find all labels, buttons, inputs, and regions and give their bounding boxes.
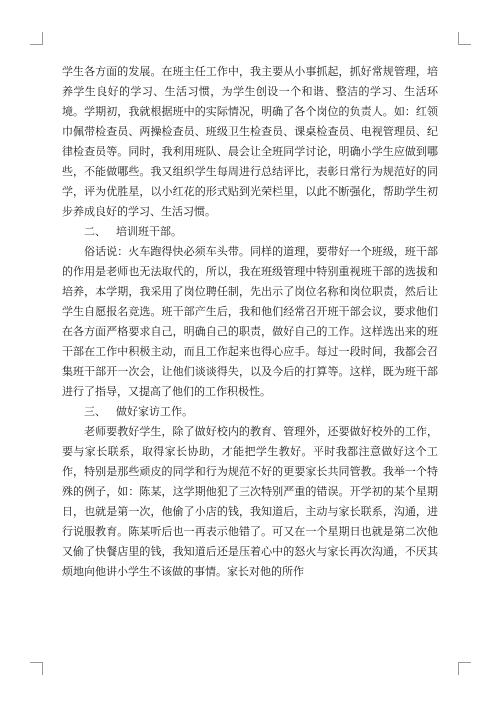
crop-mark-top-left bbox=[30, 32, 43, 45]
body-paragraph: 俗话说：火车跑得快必须车头带。同样的道理，要带好一个班级，班干部的作用是老师也无法取代的，所以，我在班级管理中特别重视班干部的选拔和培养，本学期，我采用了岗位聘任制，先出示了岗位名称和岗位职责，然后让学生自愿报名竞选。班干部产生后，我和他们经常召开班干部会议，要求他们在各方面严格要求自己，明确自己的职责，做好自己的工作。这样选出来的班干部在工作中积极主动，而且工作起来也得心应手。每过一段时间，我都会召集班干部开一次会，让他们谈谈得失，以及今后的打算等。这样，既为班干部进行了指导，又提高了他们的工作积极性。 bbox=[62, 245, 438, 398]
section-number: 二、 bbox=[84, 225, 106, 238]
section-heading bbox=[62, 402, 438, 422]
body-paragraph: 老师要教好学生，除了做好校内的教育、管理外，还要做好校外的工作，要与家长联系，取得家长协助，才能把学生教好。平时我都注意做好这个工作，特别是那些顽皮的同学和行为规范不好的更要家长共同管教。我举一个特殊的例子，如：陈某，这学期他犯了三次特别严重的错误。开学初的某个星期日，也就是第一次，他偷了小店的钱，我知道后，主动与家长联系，沟通，进行说服教育。陈某听后也一再表示他错了。可又在一个星期日也就是第二次他又偷了快餐店里的钱，我知道后还是压着心中的怒火与家长再次沟通，不厌其烦地向他讲小学生不该做的事情。家长对他的所作 bbox=[62, 425, 438, 578]
section-title: 做好家访工作。 bbox=[116, 405, 193, 418]
document-body bbox=[62, 62, 438, 582]
crop-mark-bottom-right bbox=[458, 662, 471, 675]
body-paragraph: 学生各方面的发展。在班主任工作中，我主要从小事抓起，抓好常规管理，培养学生良好的学习、生活习惯，为学生创设一个和谐、整洁的学习、生活环境。学期初，我就根据班中的实际情况，明确了各个岗位的负责人。如：红领巾佩带检查员、两操检查员、班级卫生检查员、课桌检查员、电视管理员、纪律检查员等。同时，我利用班队、晨会让全班同学讨论，明确小学生应做到哪些，不能做哪些。我又组织学生每周进行总结评比，表彰日常行为规范好的同学，评为优胜星，以小红花的形式贴到光荣栏里，以此不断强化，帮助学生初步养成良好的学习、生活习惯。 bbox=[62, 65, 438, 218]
crop-mark-bottom-left bbox=[30, 662, 43, 675]
crop-mark-top-right bbox=[458, 32, 471, 45]
section-title: 培训班干部。 bbox=[116, 225, 182, 238]
section-heading bbox=[62, 222, 438, 242]
section-number: 三、 bbox=[84, 405, 106, 418]
